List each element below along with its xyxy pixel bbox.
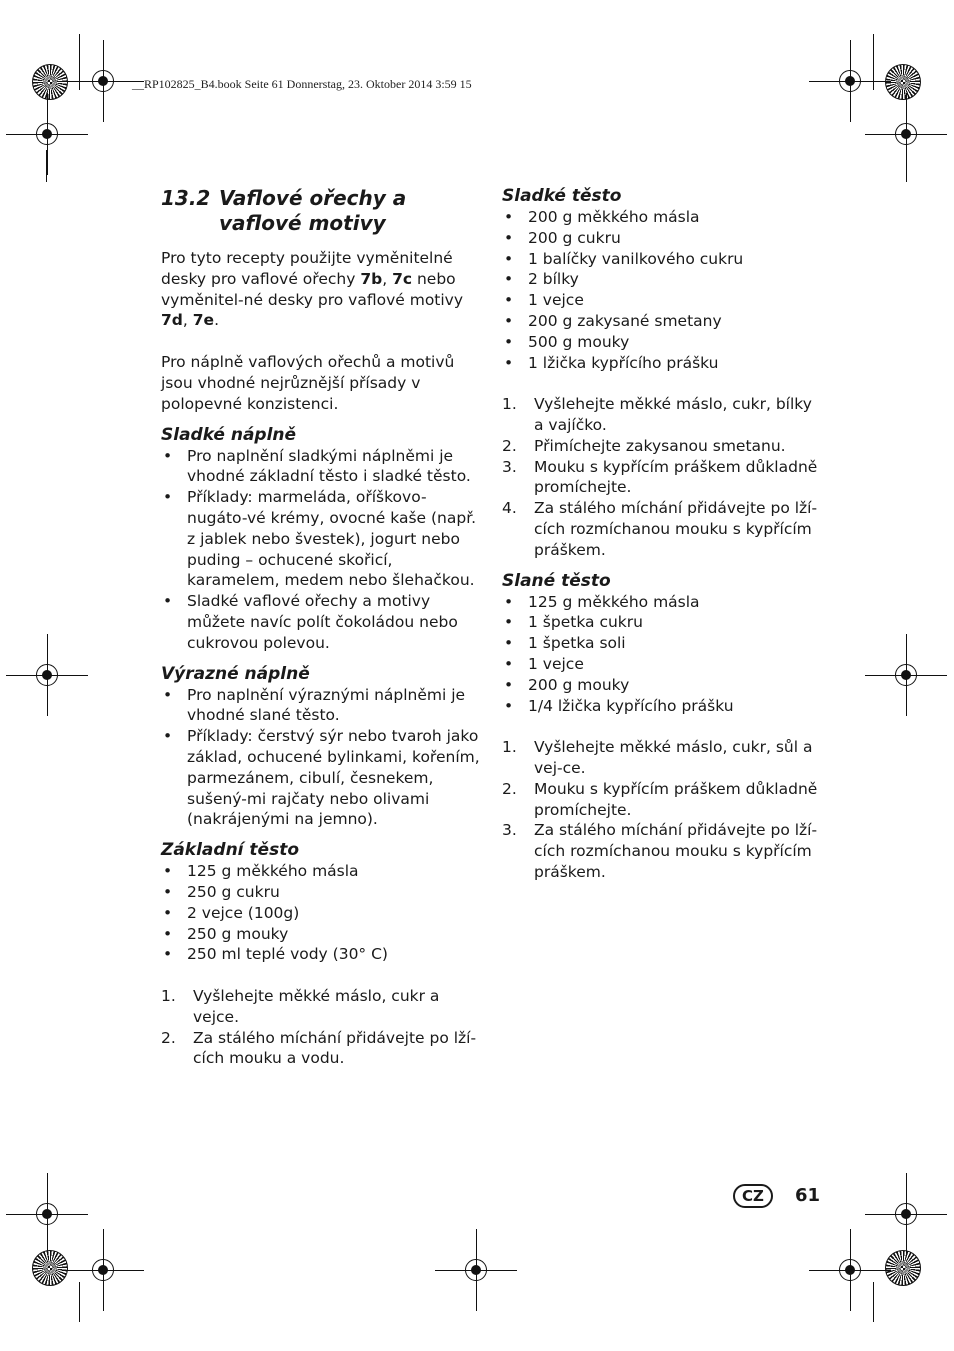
registration-mark-icon xyxy=(459,1253,493,1287)
savory-fillings-list xyxy=(161,685,481,831)
crop-mark xyxy=(873,1282,874,1322)
registration-mark-icon xyxy=(86,64,120,98)
sweet-dough-steps xyxy=(502,394,824,560)
list-item: • 2 bílky xyxy=(504,270,579,289)
list-item: • 1 vejce xyxy=(504,291,584,310)
registration-mark-icon xyxy=(30,117,64,151)
list-item: • 200 g měkkého másla xyxy=(504,208,700,226)
registration-star-icon xyxy=(32,1250,68,1286)
salty-dough-ingredients xyxy=(502,592,824,717)
page-number: 61 xyxy=(795,1185,821,1206)
list-item: • Sladké vaflové ořechy a motivy můžete navíc polít čokoládou nebo cukrovou polevou. xyxy=(163,592,458,652)
list-item: • 125 g měkkého másla xyxy=(504,592,700,611)
basic-dough-steps xyxy=(161,986,481,1069)
basic-dough-heading: Základní těsto xyxy=(161,840,300,861)
list-item: • 125 g měkkého másla xyxy=(163,862,359,881)
registration-mark-icon xyxy=(86,1253,120,1287)
list-item: • Příklady: marmeláda, oříškovo-nugáto-vé krémy, ovocné kaše (např. z jablek nebo švestek), jogurt nebo puding – ochucené skořicí, karamelem, medem nebo šlehačkou. xyxy=(163,488,477,590)
list-item: • 250 g mouky xyxy=(163,924,289,943)
list-item: • 1 špetka soli xyxy=(504,634,626,653)
right-column xyxy=(502,186,824,883)
file-info-line: __RP102825_B4.book Seite 61 Donnerstag, 23. Oktober 2014 3:59 15 xyxy=(132,77,472,91)
list-item: • 250 g cukru xyxy=(163,882,280,901)
sweet-fillings-heading: Sladké náplně xyxy=(161,424,297,445)
list-item: • 1 vejce xyxy=(504,654,584,673)
list-item: 3. Za stálého míchání přidávejte po lží-cích rozmíchanou mouku s kypřícím práškem. xyxy=(502,821,818,881)
fillings-note: Pro náplně vaflových ořechů a motivů jsou vhodné nejrůznější přísady v polopevné konzistenci. xyxy=(161,353,455,413)
registration-mark-icon xyxy=(889,117,923,151)
list-item: • 250 ml teplé vody (30° C) xyxy=(163,945,388,964)
list-item: • 1 lžička kypřícího prášku xyxy=(504,353,719,372)
part-ref-7c: 7c xyxy=(392,269,413,288)
list-item: 2. Mouku s kypřícím práškem důkladně promíchejte. xyxy=(502,779,818,819)
sweet-dough-ingredients xyxy=(502,207,824,373)
registration-mark-icon xyxy=(30,1197,64,1231)
registration-star-icon xyxy=(885,64,921,100)
list-item: • Pro naplnění sladkými náplněmi je vhodné základní těsto i sladké těsto. xyxy=(163,446,471,486)
list-item: 2. Za stálého míchání přidávejte po lží-cích mouku a vodu. xyxy=(161,1028,477,1068)
registration-mark-icon xyxy=(833,64,867,98)
part-ref-7d: 7d xyxy=(161,311,183,330)
section-title xyxy=(161,186,481,236)
list-item: 2. Přimíchejte zakysanou smetanu. xyxy=(502,436,786,455)
list-item: 1. Vyšlehejte měkké máslo, cukr, sůl a vej-ce. xyxy=(502,738,813,777)
registration-star-icon xyxy=(885,1250,921,1286)
list-item: • 2 vejce (100g) xyxy=(163,903,300,922)
registration-mark-icon xyxy=(889,658,923,692)
section-title-line2: vaflové motivy xyxy=(219,211,386,235)
part-ref-7b: 7b xyxy=(360,269,383,288)
list-item: • 200 g mouky xyxy=(504,675,630,694)
sweet-dough-heading: Sladké těsto xyxy=(502,186,622,206)
registration-star-icon xyxy=(32,64,68,100)
list-item: • 1 balíčky vanilkového cukru xyxy=(504,249,744,268)
crop-mark xyxy=(79,34,80,90)
list-item: • 1 špetka cukru xyxy=(504,613,643,632)
savory-fillings-heading: Výrazné náplně xyxy=(161,663,310,684)
language-badge: CZ xyxy=(733,1184,773,1208)
sweet-fillings-list xyxy=(161,446,481,654)
list-item: • 200 g zakysané smetany xyxy=(504,311,722,330)
registration-mark-icon xyxy=(889,1197,923,1231)
list-item: 4. Za stálého míchání přidávejte po lží-cích rozmíchanou mouku s kypřícím práškem. xyxy=(502,499,818,559)
registration-mark-icon xyxy=(833,1253,867,1287)
left-column xyxy=(161,186,481,1069)
salty-dough-steps xyxy=(502,737,824,883)
registration-mark-icon xyxy=(30,658,64,692)
intro-paragraph: Pro tyto recepty použijte vyměnitelné desky pro vaflové ořechy 7b, 7c nebo vyměnitel-né desky pro vaflové motivy 7d, 7e. xyxy=(161,249,464,330)
salty-dough-heading: Slané těsto xyxy=(502,570,611,591)
part-ref-7e: 7e xyxy=(192,311,215,330)
list-item: 1. Vyšlehejte měkké máslo, cukr a vejce. xyxy=(161,986,440,1026)
crop-mark xyxy=(906,150,907,182)
crop-mark xyxy=(46,150,47,182)
basic-dough-ingredients xyxy=(161,861,481,965)
list-item: • 200 g cukru xyxy=(504,228,621,247)
crop-mark xyxy=(79,1282,80,1322)
list-item: 1. Vyšlehejte měkké máslo, cukr, bílky a vajíčko. xyxy=(502,395,812,434)
section-number: 13.2 xyxy=(161,186,211,210)
list-item: 3. Mouku s kypřícím práškem důkladně promíchejte. xyxy=(502,457,818,497)
list-item: • 1/4 lžička kypřícího prášku xyxy=(504,696,734,715)
list-item: • Příklady: čerstvý sýr nebo tvaroh jako základ, ochucené bylinkami, kořením, parmezánem, cibulí, česnekem, sušený-mi rajčaty nebo olivami (nakrájenými na jemno). xyxy=(163,727,480,829)
list-item: • 500 g mouky xyxy=(504,332,630,351)
list-item: • Pro naplnění výraznými náplněmi je vhodné slané těsto. xyxy=(163,685,466,725)
section-title-line1: Vaflové ořechy a xyxy=(219,186,407,210)
crop-mark xyxy=(873,34,874,90)
